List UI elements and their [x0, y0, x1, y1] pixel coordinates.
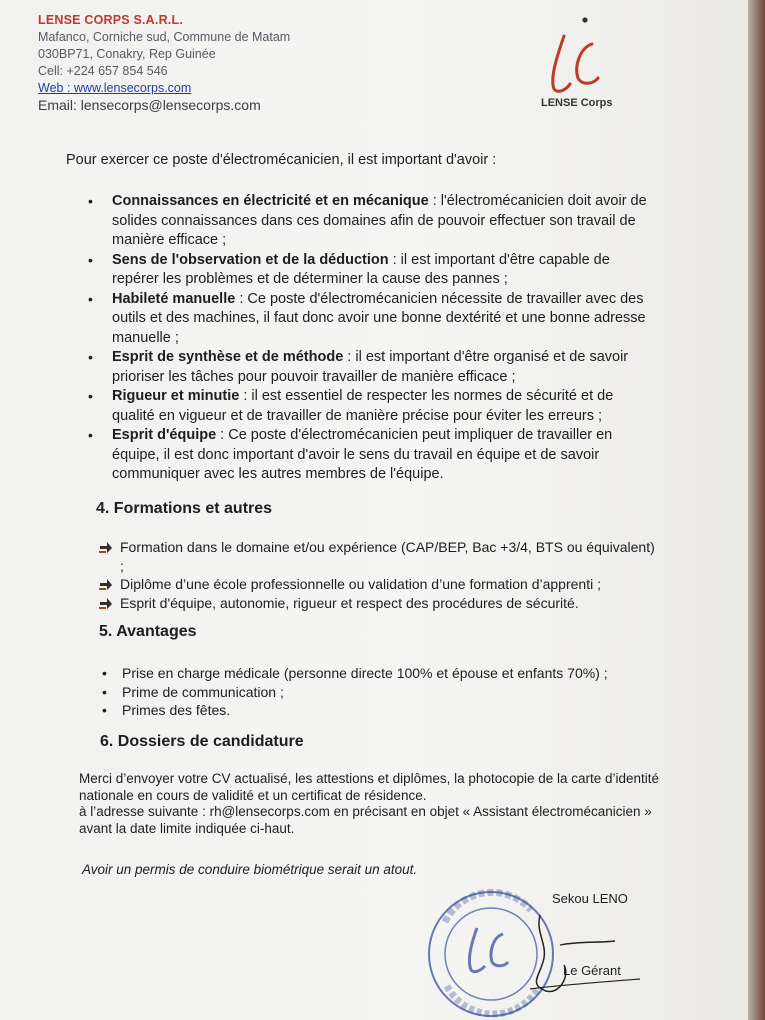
list-item — [86, 290, 656, 349]
requirement-text: : il est important d'être organisé et de savoir prioriser les tâches pour pouvoir travailler de manière efficace ; — [112, 349, 629, 385]
logo-label: LENSE Corps — [541, 97, 613, 109]
requirement-term: Rigueur et minutie — [112, 388, 240, 404]
requirement-term: Sens de l'observation et de la déduction — [112, 251, 389, 268]
signer-name: Sekou LENO — [552, 891, 628, 906]
section-heading-dossiers: 6. Dossiers de candidature — [100, 733, 304, 750]
requirement-term: Esprit de synthèse et de méthode — [112, 349, 344, 365]
background-edge — [748, 0, 765, 1020]
company-header — [38, 12, 290, 114]
arrow-down-icon — [98, 540, 114, 554]
requirement-text: : Ce poste d'électromécanicien peut impliquer de travailler en équipe, il est donc important d'avoir le sens du travail en équipe et de savoir communiquer avec les autres membres de l'équipe. — [112, 427, 613, 482]
signer-title: Le Gérant — [563, 963, 621, 978]
formation-text: Diplôme d’une école professionnelle ou validation d’une formation d’apprenti ; — [120, 576, 601, 592]
requirement-text: : l'électromécanicien doit avoir de solides connaissances dans ces domaines afin de pouvoir effectuer son travail de manière efficace ; — [112, 193, 647, 248]
arrow-down-icon — [98, 596, 114, 610]
handwritten-signature-icon — [500, 905, 650, 1005]
formation-text: Formation dans le domaine et/ou expérience (CAP/BEP, Bac +3/4, BTS ou équivalent) ; — [120, 539, 655, 574]
company-name: LENSE CORPS S.A.R.L. — [38, 13, 183, 27]
company-address-2: 030BP71, Conakry, Rep Guinée — [38, 47, 216, 61]
list-item — [86, 192, 656, 251]
list-item: • Prime de communication ; — [100, 683, 608, 702]
company-cell: Cell: +224 657 854 546 — [38, 64, 168, 78]
company-email: Email: lensecorps@lensecorps.com — [38, 97, 261, 113]
application-instructions — [79, 771, 669, 837]
requirement-term: Esprit d'équipe — [112, 427, 217, 443]
instructions-line-2: à l’adresse suivante : rh@lensecorps.com en précisant en objet « Assistant électromécanicien » avant la date limite indiquée ci-haut. — [79, 804, 652, 836]
requirement-term: Connaissances en électricité et en mécanique — [112, 193, 429, 209]
list-item: • Primes des fêtes. — [100, 701, 608, 720]
list-item — [98, 594, 658, 613]
company-web-link[interactable]: Web : www.lensecorps.com — [38, 81, 192, 95]
requirement-text: : Ce poste d'électromécanicien nécessite de travailler avec des outils et des machines, il faut donc avoir une bonne dextérité et une bonne adresse manuelle ; — [112, 290, 646, 346]
list-item — [98, 538, 658, 575]
requirements-list — [86, 192, 656, 485]
formations-list — [98, 538, 658, 612]
list-item — [86, 348, 656, 387]
list-item — [86, 426, 656, 485]
note-text: Avoir un permis de conduire biométrique serait un atout. — [82, 862, 418, 877]
avantages-list — [100, 664, 608, 720]
list-item — [98, 575, 658, 594]
list-item: • Prise en charge médicale (personne directe 100% et épouse et enfants 70%) ; — [100, 664, 608, 683]
requirement-text: : il est important d'être capable de repérer les problèmes et de déterminer la cause des pannes ; — [112, 251, 610, 287]
formation-text: Esprit d'équipe, autonomie, rigueur et respect des procédures de sécurité. — [120, 594, 579, 611]
list-item — [86, 387, 656, 426]
section-heading-avantages: 5. Avantages — [99, 623, 197, 640]
company-address-1: Mafanco, Corniche sud, Commune de Matam — [38, 30, 291, 44]
requirement-term: Habileté manuelle — [112, 290, 236, 307]
instructions-line-1: Merci d’envoyer votre CV actualisé, les attestions et diplômes, la photocopie de la carte d’identité nationale en cours de validité et un certificat de résidence. — [79, 771, 660, 803]
intro-text: Pour exercer ce poste d'électromécanicien, il est important d'avoir : — [66, 152, 497, 168]
section-heading-formations: 4. Formations et autres — [96, 500, 273, 517]
list-item — [86, 251, 656, 290]
requirement-text: : il est essentiel de respecter les normes de sécurité et de qualité en vigueur et de travailler de manière précise pour éviter les erreurs ; — [112, 388, 614, 424]
arrow-down-icon — [98, 577, 114, 591]
